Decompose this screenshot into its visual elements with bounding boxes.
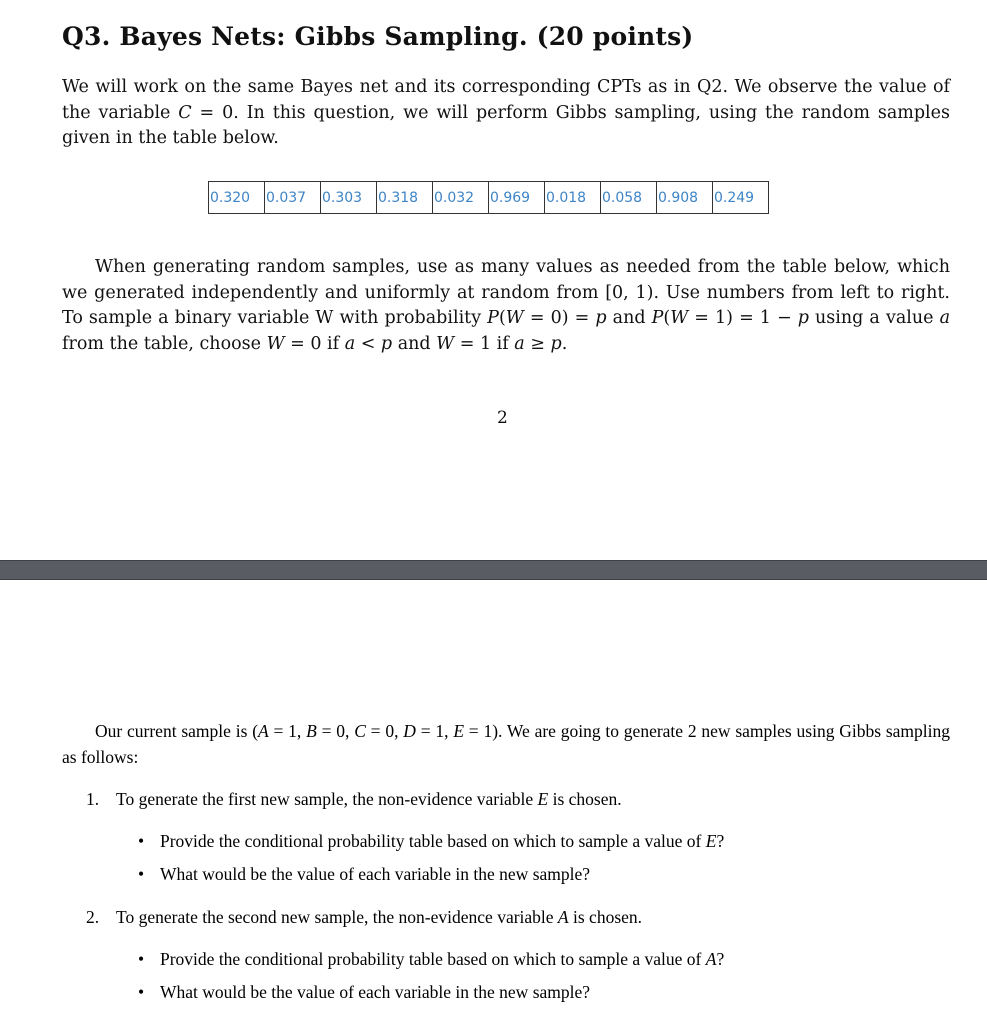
page-break-divider: [0, 560, 987, 580]
list-item: • What would be the value of each variable in the new sample?: [86, 862, 956, 887]
sample-cell: 0.303: [321, 182, 377, 214]
math-symbol: p: [380, 333, 393, 354]
rules-text: and: [606, 308, 652, 328]
sample-cell: 0.249: [713, 182, 769, 214]
list-item: [86, 787, 956, 887]
variable-d: D: [403, 721, 416, 741]
rules-text: = 1 if: [454, 333, 515, 354]
rules-text: = 0) =: [523, 308, 596, 328]
sample-cell: 0.037: [265, 182, 321, 214]
current-text: = 1). We are going to generate 2 new samples using Gibbs sampling as follows:: [62, 721, 951, 767]
current-text: = 1,: [415, 721, 454, 741]
page-number: 2: [497, 408, 508, 428]
step-text-part: is chosen.: [568, 907, 643, 927]
sample-cell: 0.318: [377, 182, 433, 214]
step-variable: E: [537, 789, 549, 809]
sample-cell: 0.058: [601, 182, 657, 214]
bullet-variable: E: [705, 831, 717, 851]
current-text: = 1,: [268, 721, 307, 741]
bullet-text: Provide the conditional probability table based on which to sample a value of: [160, 831, 706, 851]
math-symbol: a: [514, 333, 525, 354]
current-sample-paragraph: [62, 719, 950, 770]
math-symbol: W: [670, 308, 689, 328]
intro-text: = 0. In this question, we will perform Gibbs sampling, using the random samples given in the table below.: [62, 102, 950, 148]
table-row: [209, 182, 769, 214]
math-symbol: a: [939, 308, 950, 328]
math-symbol: a: [344, 333, 356, 354]
bullet-text: ?: [716, 831, 725, 851]
intro-text: We will work on the same Bayes net and its corresponding CPTs as in Q2. We observe the value of the variable: [62, 77, 950, 123]
math-symbol: W: [505, 308, 524, 328]
rules-text: and: [392, 333, 437, 354]
variable-b: B: [306, 721, 317, 741]
step-text: [116, 905, 956, 930]
bullet-variable: A: [705, 949, 717, 969]
gibbs-steps-list: [86, 787, 956, 1013]
step-variable: A: [557, 907, 569, 927]
step-number: 2.: [86, 907, 100, 927]
step-text: [116, 787, 956, 812]
step-text-part: is chosen.: [548, 789, 622, 809]
sample-cell: 0.018: [545, 182, 601, 214]
list-item: • What would be the value of each variable in the new sample?: [86, 980, 956, 1005]
rules-text: When generating random samples, use as many values as needed from the table below, which we generated independently and uniformly at random from [0, 1). Use numbers from left to right. To sample a binary variable W with probability: [62, 257, 950, 328]
math-symbol: P: [651, 308, 664, 328]
sub-questions: [86, 947, 956, 1005]
step-text-part: To generate the first new sample, the non-evidence variable: [116, 789, 538, 809]
rules-text: <: [355, 333, 381, 354]
math-symbol: W: [266, 333, 285, 354]
sample-cell: 0.320: [209, 182, 265, 214]
list-item: [86, 905, 956, 1005]
rules-text: = 1) = 1 −: [688, 308, 798, 328]
rules-text: = 0 if: [284, 333, 345, 354]
sub-questions: [86, 829, 956, 887]
current-text: = 0,: [316, 721, 355, 741]
current-text: Our current sample is (: [95, 721, 259, 741]
variable-a: A: [258, 721, 269, 741]
question-heading: Q3. Bayes Nets: Gibbs Sampling. (20 points): [62, 22, 694, 51]
math-symbol: p: [550, 333, 562, 354]
variable-c: C: [178, 102, 192, 123]
list-item: [86, 947, 956, 972]
math-symbol: p: [595, 308, 607, 328]
sample-cell: 0.908: [657, 182, 713, 214]
intro-paragraph: [62, 75, 950, 152]
bullet-text: ?: [716, 949, 725, 969]
rules-text: from the table, choose: [62, 333, 267, 354]
step-text-part: To generate the second new sample, the non-evidence variable: [116, 907, 558, 927]
variable-c: C: [354, 721, 366, 741]
variable-e: E: [453, 721, 465, 741]
bullet-text: Provide the conditional probability table based on which to sample a value of: [160, 949, 706, 969]
sample-cell: 0.969: [489, 182, 545, 214]
math-symbol: P: [487, 308, 499, 328]
rules-text: using a value: [808, 308, 940, 328]
math-symbol: W: [436, 333, 455, 354]
rules-text: .: [561, 333, 568, 354]
current-text: = 0,: [365, 721, 404, 741]
list-item: [86, 829, 956, 854]
sample-cell: 0.032: [433, 182, 489, 214]
rules-text: ≥: [524, 333, 551, 354]
random-samples-table: [208, 181, 769, 214]
math-symbol: p: [797, 308, 809, 328]
sampling-rules-paragraph: When generating random samples, use as many values as needed from the table below, which we generated independently and uniformly at random from [0, 1). Use numbers from left to right. To sample a binary variable W with probability P(W = 0) = p and P(W = 1) = 1 − p using a value a from the table, choose W = 0 if a < p and W = 1 if a ≥ p.: [62, 257, 950, 354]
step-number: 1.: [86, 789, 100, 809]
